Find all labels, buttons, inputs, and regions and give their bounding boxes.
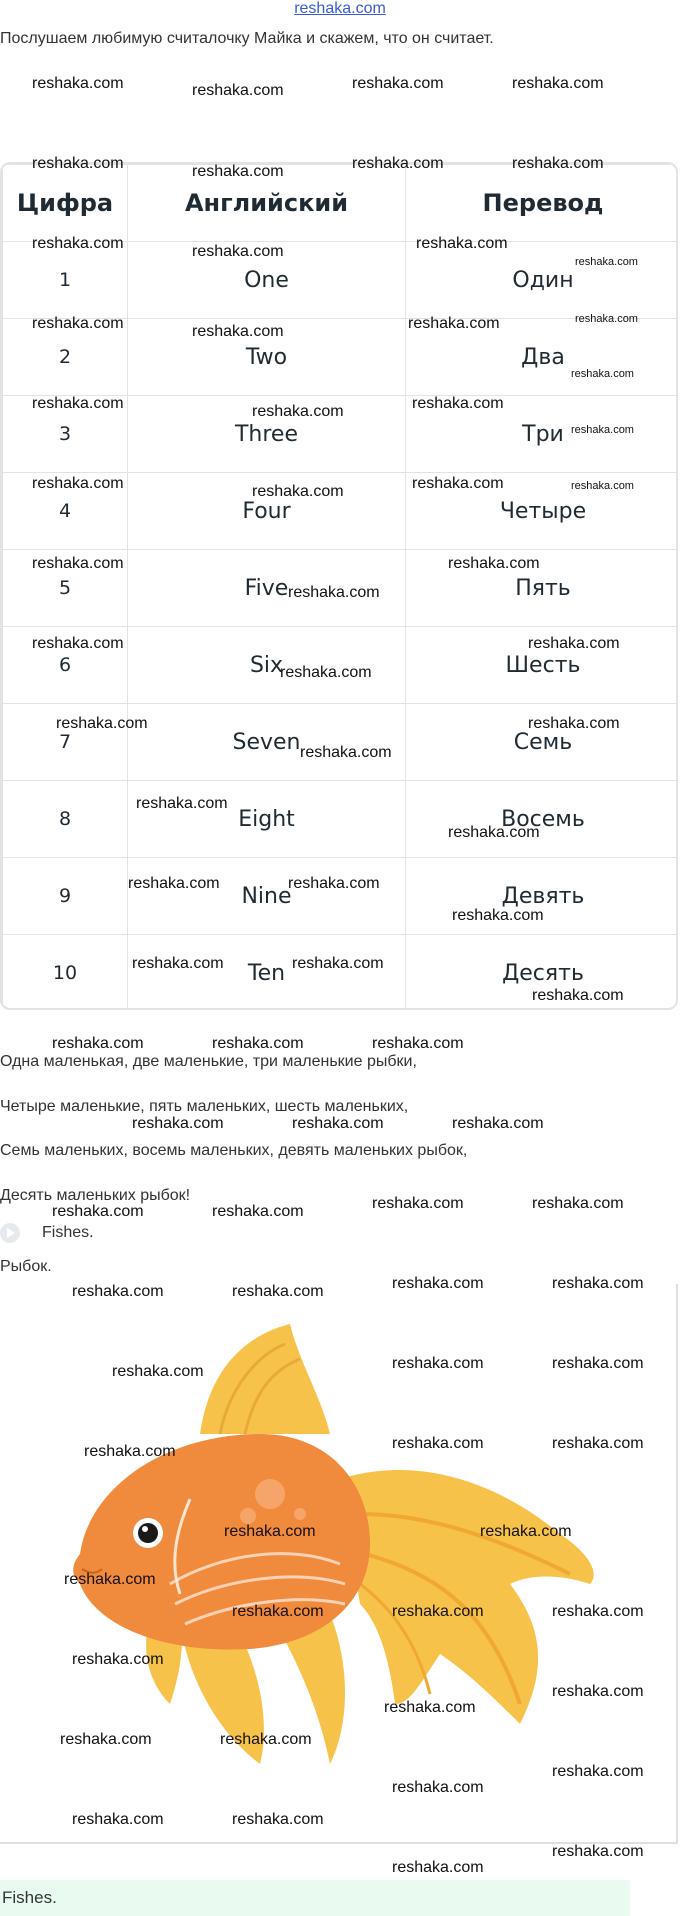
site-link[interactable]: reshaka.com <box>294 0 386 17</box>
watermark: reshaka.com <box>32 235 124 252</box>
watermark: reshaka.com <box>552 1275 644 1292</box>
watermark: reshaka.com <box>392 1355 484 1372</box>
english-cell: One <box>128 242 406 319</box>
watermark: reshaka.com <box>292 1115 384 1132</box>
watermark: reshaka.com <box>575 256 638 268</box>
poem-line: Семь маленьких, восемь маленьких, девять маленьких рыбок, <box>0 1142 468 1159</box>
watermark: reshaka.com <box>32 555 124 572</box>
watermark: reshaka.com <box>512 155 604 172</box>
watermark: reshaka.com <box>372 1195 464 1212</box>
translation-cell: Четыре <box>406 473 679 550</box>
watermark: reshaka.com <box>528 715 620 732</box>
header-translation: Перевод <box>406 165 679 242</box>
watermark: reshaka.com <box>448 555 540 572</box>
watermark: reshaka.com <box>571 424 634 436</box>
watermark: reshaka.com <box>128 875 220 892</box>
watermark: reshaka.com <box>571 368 634 380</box>
watermark: reshaka.com <box>416 235 508 252</box>
watermark: reshaka.com <box>72 1811 164 1828</box>
digit-cell: 9 <box>3 858 128 935</box>
watermark: reshaka.com <box>56 715 148 732</box>
header-english: Английский <box>128 165 406 242</box>
watermark: reshaka.com <box>212 1035 304 1052</box>
translation-cell: Десять <box>406 935 679 1011</box>
watermark: reshaka.com <box>384 1699 476 1716</box>
translation-cell: Два <box>406 319 679 396</box>
english-cell: Seven <box>128 704 406 781</box>
english-cell: Six <box>128 627 406 704</box>
watermark: reshaka.com <box>452 1115 544 1132</box>
watermark: reshaka.com <box>52 1203 144 1220</box>
watermark: reshaka.com <box>552 1355 644 1372</box>
english-cell: Ten <box>128 935 406 1011</box>
watermark: reshaka.com <box>232 1811 324 1828</box>
answer-box: Fishes. <box>0 1880 630 1916</box>
watermark: reshaka.com <box>552 1683 644 1700</box>
watermark: reshaka.com <box>280 664 372 681</box>
watermark: reshaka.com <box>552 1763 644 1780</box>
table-row <box>3 704 679 781</box>
translation-cell: Пять <box>406 550 679 627</box>
watermark: reshaka.com <box>292 955 384 972</box>
watermark: reshaka.com <box>552 1603 644 1620</box>
watermark: reshaka.com <box>32 315 124 332</box>
audio-player[interactable] <box>0 1222 94 1244</box>
translation-cell: Семь <box>406 704 679 781</box>
table-row <box>3 858 679 935</box>
watermark: reshaka.com <box>252 403 344 420</box>
watermark: reshaka.com <box>32 395 124 412</box>
watermark: reshaka.com <box>392 1435 484 1452</box>
watermark: reshaka.com <box>512 75 604 92</box>
watermark: reshaka.com <box>552 1435 644 1452</box>
poem-line: Одна маленькая, две маленькие, три маленькие рыбки, <box>0 1053 417 1070</box>
digit-cell: 2 <box>3 319 128 396</box>
watermark: reshaka.com <box>112 1363 204 1380</box>
digit-cell: 3 <box>3 396 128 473</box>
translation-cell: Восемь <box>406 781 679 858</box>
watermark: reshaka.com <box>392 1603 484 1620</box>
watermark: reshaka.com <box>232 1603 324 1620</box>
watermark: reshaka.com <box>220 1731 312 1748</box>
translation-cell: Три <box>406 396 679 473</box>
translation-cell: Девять <box>406 858 679 935</box>
watermark: reshaka.com <box>412 475 504 492</box>
header-digit: Цифра <box>3 165 128 242</box>
watermark: reshaka.com <box>212 1203 304 1220</box>
watermark: reshaka.com <box>552 1843 644 1860</box>
watermark: reshaka.com <box>392 1859 484 1876</box>
watermark: reshaka.com <box>192 243 284 260</box>
watermark: reshaka.com <box>412 395 504 412</box>
table-row <box>3 242 679 319</box>
watermark: reshaka.com <box>532 1195 624 1212</box>
poem-line: Десять маленьких рыбок! <box>0 1187 191 1204</box>
watermark: reshaka.com <box>192 82 284 99</box>
watermark: reshaka.com <box>136 795 228 812</box>
watermark: reshaka.com <box>352 75 444 92</box>
translation-cell: Шесть <box>406 627 679 704</box>
digit-cell: 1 <box>3 242 128 319</box>
audio-label: Fishes. <box>42 1224 94 1241</box>
watermark: reshaka.com <box>132 1115 224 1132</box>
watermark: reshaka.com <box>480 1523 572 1540</box>
watermark: reshaka.com <box>32 475 124 492</box>
digit-cell: 7 <box>3 704 128 781</box>
digit-cell: 8 <box>3 781 128 858</box>
table-row <box>3 396 679 473</box>
fish-illustration <box>0 1284 678 1844</box>
english-cell: Three <box>128 396 406 473</box>
watermark: reshaka.com <box>232 1283 324 1300</box>
watermark: reshaka.com <box>192 163 284 180</box>
watermark: reshaka.com <box>352 155 444 172</box>
watermark: reshaka.com <box>452 907 544 924</box>
poem-line: Четыре маленькие, пять маленьких, шесть маленьких, <box>0 1098 409 1115</box>
intro-text: Послушаем любимую считалочку Майка и скажем, что он считает. <box>0 30 494 47</box>
watermark: reshaka.com <box>408 315 500 332</box>
watermark: reshaka.com <box>72 1651 164 1668</box>
watermark: reshaka.com <box>132 955 224 972</box>
table-row <box>3 627 679 704</box>
translation-label: Рыбок. <box>0 1258 52 1275</box>
table-row <box>3 781 679 858</box>
table-row <box>3 550 679 627</box>
english-cell: Two <box>128 319 406 396</box>
watermark: reshaka.com <box>532 987 624 1004</box>
english-cell: Nine <box>128 858 406 935</box>
watermark: reshaka.com <box>52 1035 144 1052</box>
table-row <box>3 935 679 1011</box>
english-cell: Five <box>128 550 406 627</box>
watermark: reshaka.com <box>392 1779 484 1796</box>
goldfish-image <box>0 1284 678 1844</box>
watermark: reshaka.com <box>252 483 344 500</box>
digit-cell: 5 <box>3 550 128 627</box>
watermark: reshaka.com <box>72 1283 164 1300</box>
english-cell: Eight <box>128 781 406 858</box>
watermark: reshaka.com <box>528 635 620 652</box>
watermark: reshaka.com <box>224 1523 316 1540</box>
watermark: reshaka.com <box>64 1571 156 1588</box>
watermark: reshaka.com <box>448 824 540 841</box>
table-header-row <box>3 165 679 242</box>
digit-cell: 4 <box>3 473 128 550</box>
table-row <box>3 473 679 550</box>
play-icon[interactable] <box>0 1223 20 1243</box>
english-cell: Four <box>128 473 406 550</box>
watermark: reshaka.com <box>32 155 124 172</box>
watermark: reshaka.com <box>571 480 634 492</box>
translation-cell: Один <box>406 242 679 319</box>
digit-cell: 10 <box>3 935 128 1011</box>
watermark: reshaka.com <box>84 1443 176 1460</box>
watermark: reshaka.com <box>32 75 124 92</box>
watermark: reshaka.com <box>192 323 284 340</box>
watermark: reshaka.com <box>288 875 380 892</box>
numbers-table <box>0 162 678 1010</box>
watermark: reshaka.com <box>575 313 638 325</box>
watermark: reshaka.com <box>300 744 392 761</box>
watermark: reshaka.com <box>372 1035 464 1052</box>
watermark: reshaka.com <box>288 584 380 601</box>
digit-cell: 6 <box>3 627 128 704</box>
table-row <box>3 319 679 396</box>
watermark: reshaka.com <box>60 1731 152 1748</box>
watermark: reshaka.com <box>32 635 124 652</box>
watermark: reshaka.com <box>392 1275 484 1292</box>
